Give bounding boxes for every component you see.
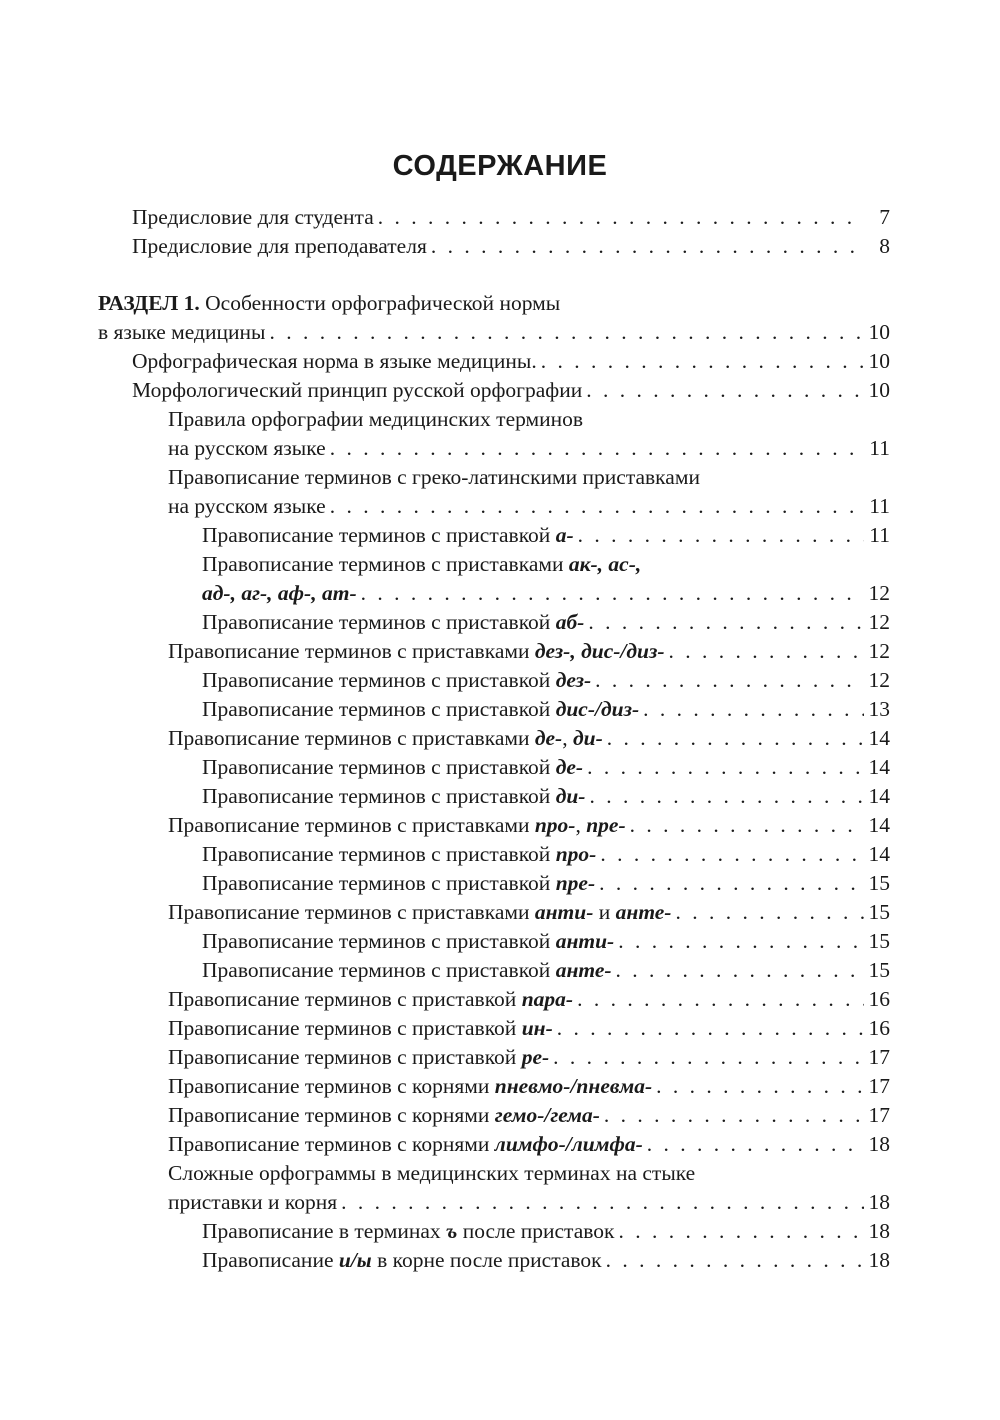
leader-dots: [578, 521, 864, 550]
toc-entry-text: Правописание терминов с приставкой ин-: [168, 1016, 553, 1040]
toc-entry[interactable]: [98, 869, 890, 898]
page-number: 11: [869, 523, 890, 547]
toc-entry-text: Правописание и/ы в корне после приставок: [202, 1248, 602, 1272]
toc-entry-text: Правописание терминов с корнями гемо-/гема-: [168, 1103, 600, 1127]
leader-dots: [557, 1014, 864, 1043]
prefix-term: анте-: [555, 958, 612, 982]
toc-entry-text: Правописание терминов с приставкой а-: [202, 523, 574, 547]
toc-entry-text: Правописание терминов с приставками дез-, дис-/диз-: [168, 639, 665, 663]
toc-entry-text: Правописание терминов с приставкой дис-/диз-: [202, 697, 640, 721]
toc-entry[interactable]: [98, 1188, 890, 1217]
prefix-term: пара-: [521, 987, 574, 1011]
page-number: 17: [868, 1045, 890, 1069]
toc-entry-text: Правописание терминов с приставкой пре-: [202, 871, 596, 895]
prefix-term: ди-: [572, 726, 603, 750]
toc-entry-text: Правописание терминов с приставками анти- и анте-: [168, 900, 672, 924]
page-number: 18: [868, 1132, 890, 1156]
toc-entry-text: в языке медицины: [98, 320, 266, 344]
toc-entry[interactable]: [98, 492, 890, 521]
toc-entry[interactable]: [98, 1246, 890, 1275]
page-number: 15: [868, 900, 890, 924]
toc-entry-first-line[interactable]: [98, 550, 890, 579]
table-of-contents: [98, 203, 890, 1275]
page-number: 12: [868, 610, 890, 634]
page-number: 17: [868, 1103, 890, 1127]
page-number: 8: [879, 234, 890, 258]
leader-dots: [607, 724, 864, 753]
page-number: 14: [868, 755, 890, 779]
toc-entry-text: Морфологический принцип русской орфографии: [132, 378, 583, 402]
toc-entry-text: на русском языке: [168, 436, 326, 460]
letter-term: ъ: [446, 1219, 458, 1243]
leader-dots: [643, 695, 864, 724]
toc-entry[interactable]: [98, 1014, 890, 1043]
leader-dots: [541, 347, 864, 376]
toc-entry-text: Правописание терминов с приставками де-, ди-: [168, 726, 603, 750]
page-number: 14: [868, 813, 890, 837]
toc-entry-text: приставки и корня: [168, 1190, 338, 1214]
toc-entry[interactable]: [98, 782, 890, 811]
toc-entry[interactable]: [98, 898, 890, 927]
prefix-term: про-: [534, 813, 576, 837]
page-number: 7: [879, 205, 890, 229]
toc-entry[interactable]: [98, 1072, 890, 1101]
page-number: 14: [868, 726, 890, 750]
page-number: 11: [869, 494, 890, 518]
toc-entry-text: Правописание терминов с приставкой анти-: [202, 929, 615, 953]
toc-entry[interactable]: [98, 318, 890, 347]
section-title: Особенности орфографической нормы: [205, 291, 561, 315]
toc-entry[interactable]: [98, 637, 890, 666]
page-number: 15: [868, 958, 890, 982]
page-number: 14: [868, 784, 890, 808]
page-number: 16: [868, 1016, 890, 1040]
prefix-term: про-: [555, 842, 597, 866]
toc-entry-first-line[interactable]: [98, 1159, 890, 1188]
toc-entry-text: Правописание терминов с корнями пневмо-/пневма-: [168, 1074, 653, 1098]
leader-dots: [586, 376, 864, 405]
toc-entry[interactable]: [98, 579, 890, 608]
leader-dots: [606, 1246, 864, 1275]
page-number: 15: [868, 929, 890, 953]
page-number: 11: [869, 436, 890, 460]
leader-dots: [599, 869, 864, 898]
page-number: 10: [868, 378, 890, 402]
toc-entry-text: Правописание терминов с греко-латинскими приставками: [168, 465, 700, 489]
toc-entry-text: Предисловие для студента: [132, 205, 374, 229]
toc-entry[interactable]: [98, 521, 890, 550]
toc-entry-text: Правописание терминов с приставками про-, пре-: [168, 813, 626, 837]
page-number: 18: [868, 1190, 890, 1214]
toc-entry-text: Орфографическая норма в языке медицины.: [132, 349, 537, 373]
leader-dots: [669, 637, 864, 666]
toc-section-heading[interactable]: [98, 289, 890, 318]
prefix-term: анти-: [555, 929, 615, 953]
leader-dots: [656, 1072, 864, 1101]
leader-dots: [577, 985, 864, 1014]
leader-dots: [330, 492, 864, 521]
toc-entry[interactable]: [98, 985, 890, 1014]
prefix-term: ре-: [521, 1045, 550, 1069]
leader-dots: [361, 579, 864, 608]
page-number: 17: [868, 1074, 890, 1098]
root-term: лимфо-/лимфа-: [494, 1132, 643, 1156]
leader-dots: [330, 434, 864, 463]
toc-entry-text: Правописание терминов с приставкой про-: [202, 842, 597, 866]
leader-dots: [618, 1217, 864, 1246]
page-number: 12: [868, 668, 890, 692]
leader-dots: [588, 608, 864, 637]
toc-entry-text: Правописание терминов с приставкой ди-: [202, 784, 586, 808]
prefix-term: ин-: [521, 1016, 553, 1040]
toc-entry[interactable]: [98, 695, 890, 724]
page-number: 13: [868, 697, 890, 721]
toc-entry[interactable]: [98, 927, 890, 956]
toc-entry[interactable]: [98, 1043, 890, 1072]
page-number: 18: [868, 1219, 890, 1243]
letter-term: и/ы: [338, 1248, 372, 1272]
leader-dots: [269, 318, 864, 347]
toc-entry-text: Правописание терминов с приставкой аб-: [202, 610, 585, 634]
page-number: 12: [868, 639, 890, 663]
toc-entry[interactable]: [98, 840, 890, 869]
toc-entry[interactable]: [98, 753, 890, 782]
toc-entry-text: Правописание терминов с приставками ак-, ас-,: [202, 552, 642, 576]
prefix-term: дез-, дис-/диз-: [534, 639, 665, 663]
prefix-term: дис-/диз-: [555, 697, 640, 721]
prefix-term: ак-, ас-,: [568, 552, 642, 576]
toc-entry-text: Правописание терминов с корнями лимфо-/лимфа-: [168, 1132, 643, 1156]
page-number: 10: [868, 349, 890, 373]
section-label: РАЗДЕЛ 1.: [98, 291, 200, 315]
toc-entry[interactable]: [98, 608, 890, 637]
toc-entry[interactable]: [98, 666, 890, 695]
leader-dots: [630, 811, 864, 840]
toc-entry-text: Правописание терминов с приставкой ре-: [168, 1045, 550, 1069]
leader-dots: [341, 1188, 864, 1217]
leader-dots: [553, 1043, 864, 1072]
prefix-term: аб-: [555, 610, 585, 634]
toc-entry-text: Правописание терминов с приставкой дез-: [202, 668, 592, 692]
leader-dots: [587, 753, 864, 782]
toc-entry[interactable]: [98, 956, 890, 985]
toc-entry-text: Правила орфографии медицинских терминов: [168, 407, 584, 431]
toc-entry-text: Правописание терминов с приставкой пара-: [168, 987, 574, 1011]
prefix-term: ди-: [555, 784, 586, 808]
leader-dots: [595, 666, 864, 695]
toc-entry-text: Правописание в терминах ъ после приставок: [202, 1219, 615, 1243]
toc-entry[interactable]: [98, 376, 890, 405]
prefix-term: пре-: [555, 871, 596, 895]
prefix-term: де-: [534, 726, 563, 750]
toc-entry-first-line[interactable]: [98, 405, 890, 434]
toc-entry[interactable]: [98, 1101, 890, 1130]
toc-entry[interactable]: [98, 203, 890, 232]
page-number: 18: [868, 1248, 890, 1272]
toc-entry[interactable]: [98, 347, 890, 376]
toc-entry[interactable]: [98, 724, 890, 753]
toc-entry-text: [202, 579, 357, 608]
prefix-term: пре-: [586, 813, 626, 837]
toc-entry-text: Правописание терминов с приставкой анте-: [202, 958, 612, 982]
toc-entry[interactable]: [98, 811, 890, 840]
prefix-term: дез-: [555, 668, 592, 692]
prefix-term: де-: [555, 755, 584, 779]
page-number: 12: [868, 581, 890, 605]
section-gap: [98, 261, 890, 289]
leader-dots: [616, 956, 864, 985]
leader-dots: [618, 927, 864, 956]
page-number: 15: [868, 871, 890, 895]
prefix-term: ад-, аг-, аф-, ат-: [202, 581, 357, 605]
page-number: 10: [868, 320, 890, 344]
page-number: 14: [868, 842, 890, 866]
leader-dots: [604, 1101, 864, 1130]
leader-dots: [431, 232, 864, 261]
toc-entry-text: на русском языке: [168, 494, 326, 518]
leader-dots: [647, 1130, 864, 1159]
prefix-term: анти-: [534, 900, 594, 924]
toc-entry-first-line[interactable]: [98, 463, 890, 492]
toc-entry-text: Сложные орфограммы в медицинских терминах на стыке: [168, 1161, 696, 1185]
prefix-term: а-: [555, 523, 574, 547]
leader-dots: [600, 840, 864, 869]
toc-entry[interactable]: [98, 1217, 890, 1246]
prefix-term: анте-: [615, 900, 672, 924]
toc-entry-text: Правописание терминов с приставкой де-: [202, 755, 584, 779]
page-title: СОДЕРЖАНИЕ: [392, 150, 608, 182]
toc-entry[interactable]: [98, 1130, 890, 1159]
page-number: 16: [868, 987, 890, 1011]
toc-entry-text: Предисловие для преподавателя: [132, 234, 427, 258]
toc-entry[interactable]: [98, 434, 890, 463]
leader-dots: [378, 203, 864, 232]
root-term: пневмо-/пневма-: [494, 1074, 653, 1098]
root-term: гемо-/гема-: [494, 1103, 600, 1127]
leader-dots: [675, 898, 864, 927]
leader-dots: [589, 782, 864, 811]
toc-entry[interactable]: [98, 232, 890, 261]
